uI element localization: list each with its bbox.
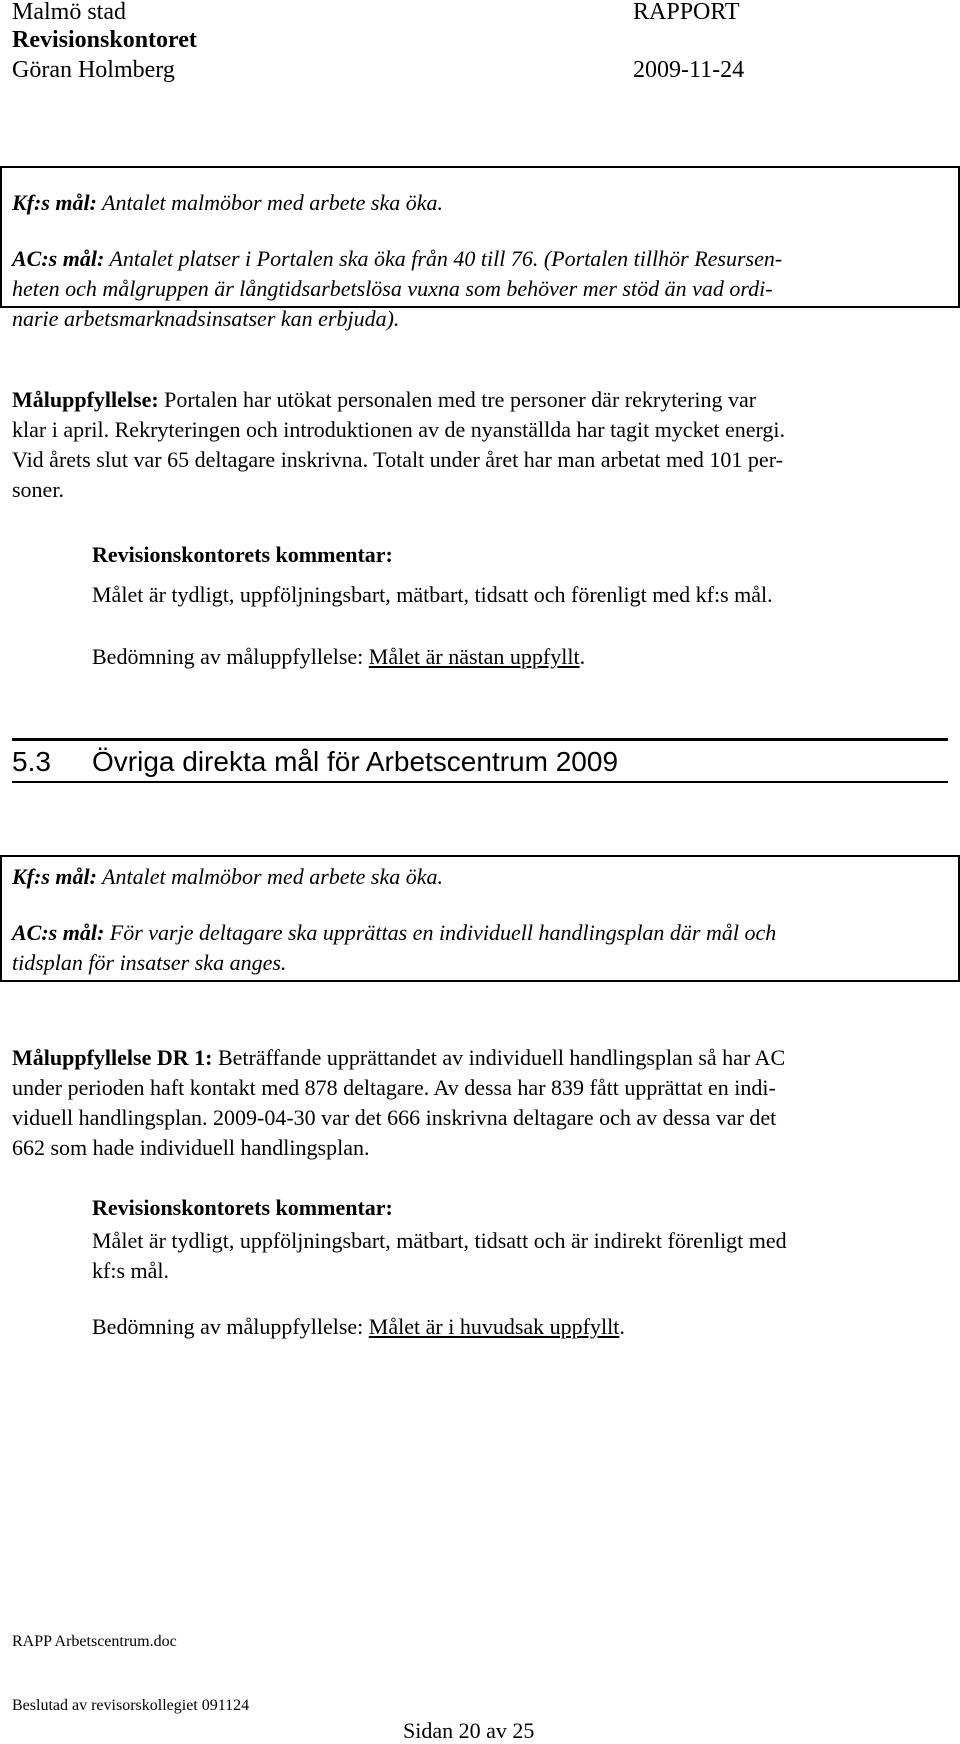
box1-ac-line1 [12,244,782,274]
heading-rule-top [12,738,948,741]
header-date: 2009-11-24 [633,57,745,83]
section-heading-number: 5.3 [12,746,51,777]
section1-comment-text: Målet är tydligt, uppföljningsbart, mätbart, tidsatt och förenligt med kf:s mål. [92,582,773,607]
section2-fulfil-label: Måluppfyllelse DR 1: [12,1045,213,1070]
section1-fulfil-line3: Vid årets slut var 65 deltagare inskrivna. Totalt under året har man arbetat med 101 per- [12,447,783,472]
section2-comment-line1: Målet är tydligt, uppföljningsbart, mätbart, tidsatt och är indirekt förenligt med [92,1228,787,1253]
box1-ac-line3: narie arbetsmarknadsinsatser kan erbjuda). [12,306,400,331]
header-dept: Revisionskontoret [12,27,197,53]
box1-ac-line2: heten och målgruppen är långtidsarbetslösa vuxna som behöver mer stöd än vad ordi- [12,276,773,301]
box1-kf-line [12,188,443,218]
box2-ac-line2: tidsplan för insatser ska anges. [12,950,287,975]
section2-fulfil-text1: Beträffande upprättandet av individuell handlingsplan så har AC [212,1045,786,1070]
section2-assessment-label: Bedömning av måluppfyllelse: [92,1314,369,1339]
section1-comment-label: Revisionskontorets kommentar: [92,542,393,567]
section2-fulfil-line2: under perioden haft kontakt med 878 deltagare. Av dessa har 839 fått upprättat en indi- [12,1075,776,1100]
box2-ac-label: AC:s mål: [12,920,105,945]
section1-fulfil-label: Måluppfyllelse: [12,387,159,412]
box2-ac-line1 [12,918,776,948]
section1-fulfil-line2: klar i april. Rekryteringen och introduktionen av de nyanställda har tagit mycket energi. [12,417,786,442]
section2-assessment-end: . [619,1314,625,1339]
box1-kf-text: Antalet malmöbor med arbete ska öka. [96,190,443,215]
header-org: Malmö stad [12,0,126,25]
box1-kf-label: Kf:s mål: [12,190,97,215]
section1-assessment-end: . [579,644,586,669]
box2-kf-label: Kf:s mål: [12,864,97,889]
heading-rule-bottom [12,781,948,783]
section1-assessment-value: Målet är nästan uppfyllt [368,644,580,669]
box1-ac-label: AC:s mål: [12,246,105,271]
section1-assessment [92,642,585,672]
footer-filename: RAPP Arbetscentrum.doc [12,1633,177,1650]
header-doc-type: RAPPORT [633,0,740,25]
section2-fulfil-line3: viduell handlingsplan. 2009-04-30 var det 666 inskrivna deltagare och av dessa var det [12,1105,777,1130]
section1-assessment-label: Bedömning av måluppfyllelse: [92,644,369,669]
box1-ac-text1: Antalet platser i Portalen ska öka från 40 till 76. (Portalen tillhör Resursen- [104,246,783,271]
section2-comment-label: Revisionskontorets kommentar: [92,1195,393,1220]
section-heading-title: Övriga direkta mål för Arbetscentrum 2009 [92,746,619,777]
box2-kf-text: Antalet malmöbor med arbete ska öka. [96,864,443,889]
box2-kf-line [12,862,443,892]
footer-approved: Beslutad av revisorskollegiet 091124 [12,1697,250,1714]
section2-comment-line2: kf:s mål. [92,1258,169,1283]
footer-page-number: Sidan 20 av 25 [403,1718,535,1743]
box2-ac-text1: För varje deltagare ska upprättas en individuell handlingsplan där mål och [104,920,777,945]
section1-fulfil-text1: Portalen har utökat personalen med tre personer där rekrytering var [158,387,757,412]
section2-assessment [92,1312,625,1342]
header-author: Göran Holmberg [12,57,175,83]
section2-fulfil-line1 [12,1043,785,1073]
section1-fulfil-line4: soner. [12,477,64,502]
section2-assessment-value: Målet är i huvudsak uppfyllt [368,1314,620,1339]
section2-fulfil-line4: 662 som hade individuell handlingsplan. [12,1135,370,1160]
section1-fulfil-line1 [12,385,756,415]
